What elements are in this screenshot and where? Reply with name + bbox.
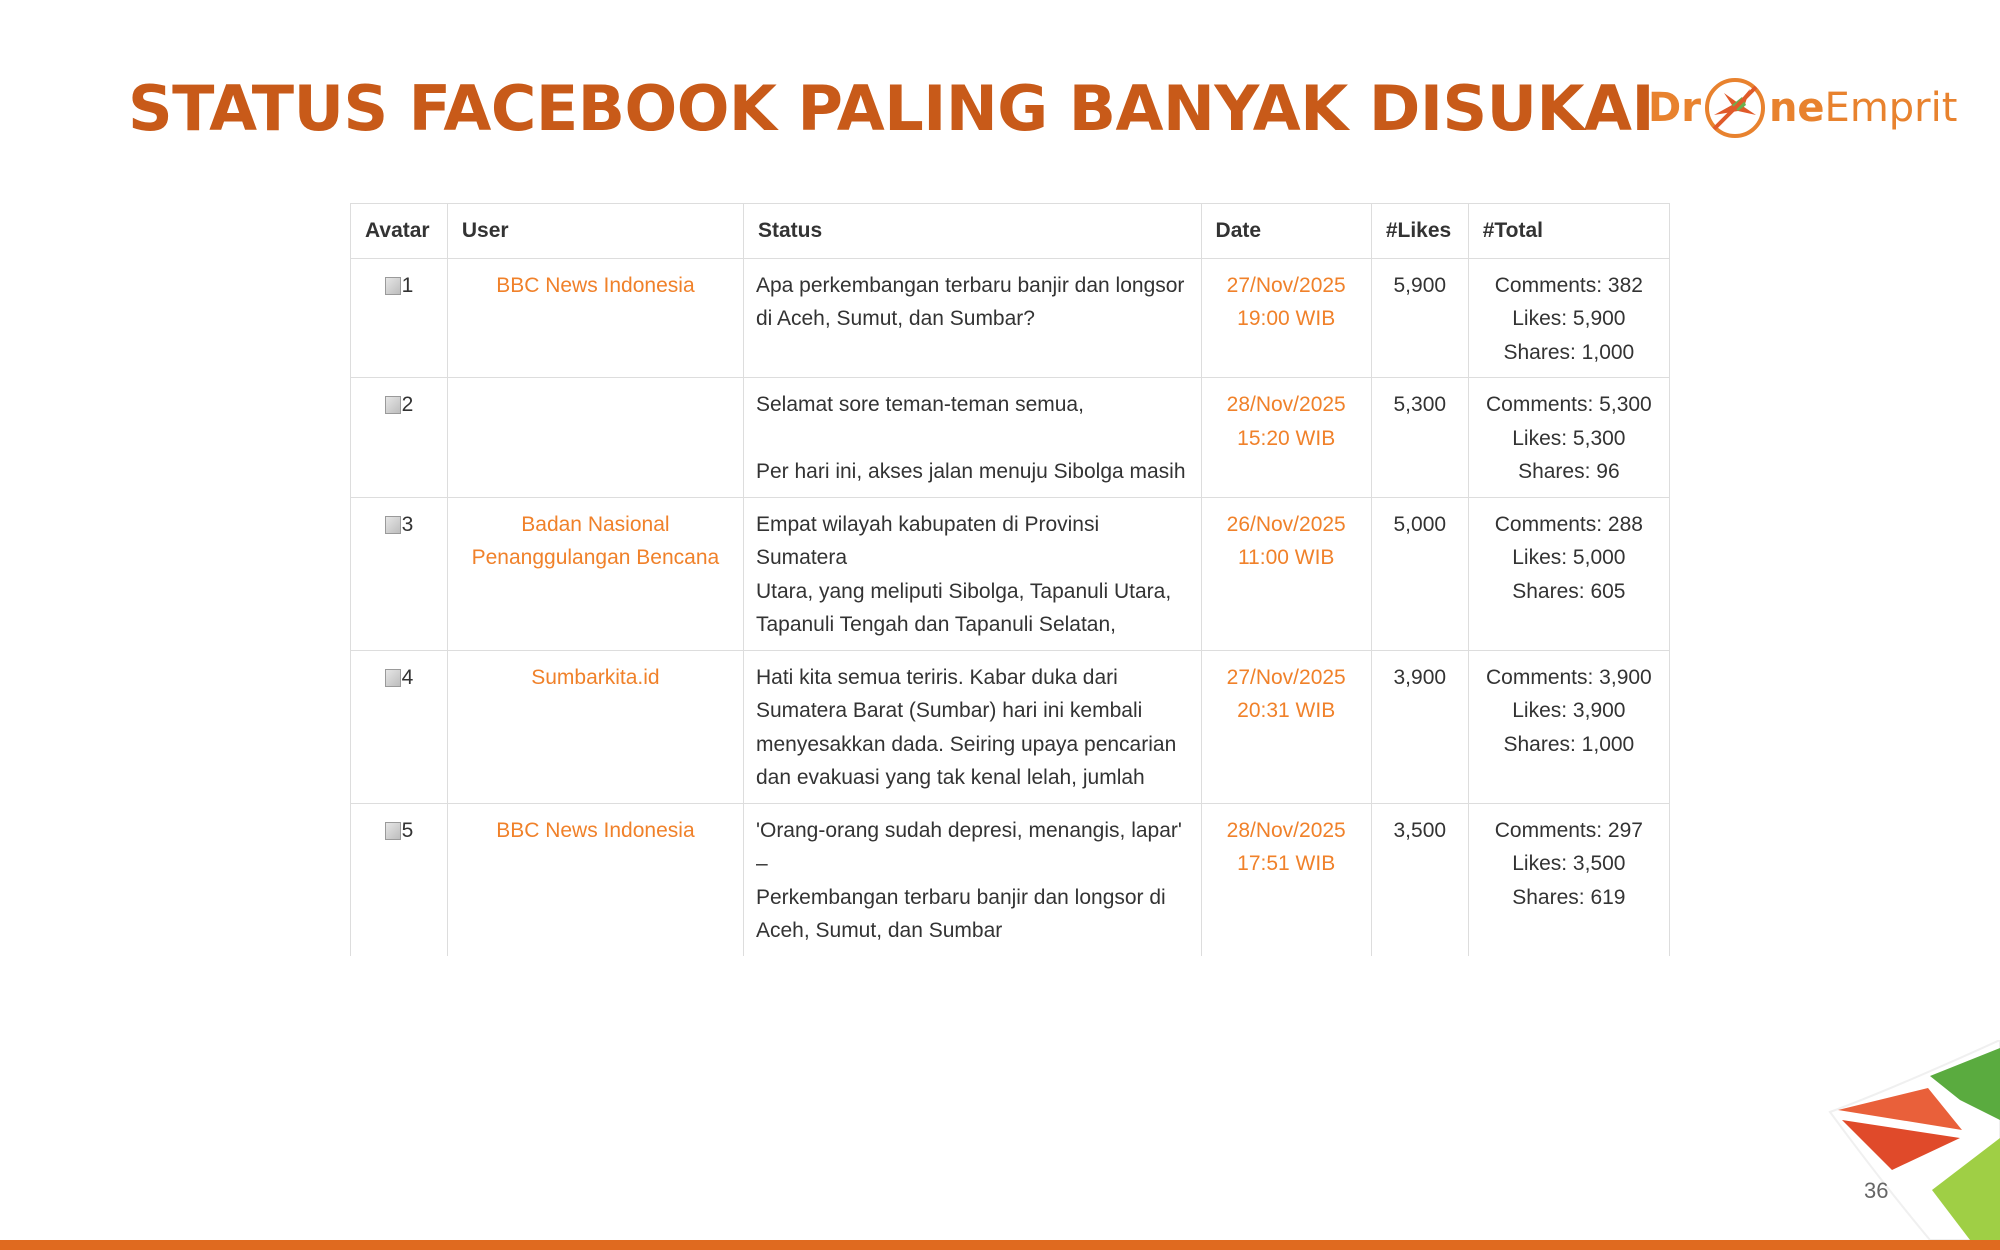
- date-link[interactable]: 27/Nov/2025 19:00 WIB: [1201, 258, 1371, 378]
- logo-text-part1: Dr: [1648, 85, 1701, 131]
- corner-decoration-graphic: [1820, 1040, 2000, 1240]
- bird-logo-icon: [1702, 75, 1768, 141]
- broken-image-icon: [385, 669, 401, 687]
- avatar: 2: [385, 388, 414, 422]
- header-likes: #Likes: [1371, 204, 1468, 259]
- table-row: [351, 803, 1670, 956]
- logo-text-part2: ne: [1768, 85, 1825, 131]
- broken-image-icon: [385, 822, 401, 840]
- avatar: 1: [385, 269, 414, 303]
- avatar: 3: [385, 508, 414, 542]
- likes-value: 5,900: [1371, 258, 1468, 378]
- header-status: Status: [743, 204, 1201, 259]
- page-number: 36: [1864, 1178, 1889, 1203]
- drone-emprit-logo: [1648, 68, 1957, 148]
- likes-value: 5,300: [1371, 378, 1468, 498]
- table-row: [351, 497, 1670, 650]
- total-value: Comments: 288 Likes: 5,000 Shares: 605: [1468, 497, 1669, 650]
- avatar-cell: [351, 378, 448, 498]
- total-value: Comments: 3,900 Likes: 3,900 Shares: 1,000: [1468, 650, 1669, 803]
- table-row: [351, 378, 1670, 498]
- header-date: Date: [1201, 204, 1371, 259]
- status-text: Hati kita semua teriris. Kabar duka dari Sumatera Barat (Sumbar) hari ini kembali menyesakkan dada. Seiring upaya pencarian dan evakuasi yang tak kenal lelah, jumlah: [743, 650, 1201, 803]
- date-link[interactable]: 28/Nov/2025 15:20 WIB: [1201, 378, 1371, 498]
- broken-image-icon: [385, 277, 401, 295]
- likes-value: 5,000: [1371, 497, 1468, 650]
- user-link[interactable]: Badan Nasional Penanggulangan Bencana: [447, 497, 743, 650]
- date-link[interactable]: 28/Nov/2025 17:51 WIB: [1201, 803, 1371, 956]
- logo-text-part3: Emprit: [1824, 85, 1958, 131]
- status-text: Selamat sore teman-teman semua, Per hari ini, akses jalan menuju Sibolga masih: [743, 378, 1201, 498]
- avatar: 5: [385, 814, 414, 848]
- likes-value: 3,900: [1371, 650, 1468, 803]
- page-title: STATUS FACEBOOK PALING BANYAK DISUKAI: [128, 72, 1655, 145]
- header-total: #Total: [1468, 204, 1669, 259]
- bottom-accent-bar: [0, 1240, 2000, 1250]
- status-text: Apa perkembangan terbaru banjir dan longsor di Aceh, Sumut, dan Sumbar?: [743, 258, 1201, 378]
- date-link[interactable]: 27/Nov/2025 20:31 WIB: [1201, 650, 1371, 803]
- user-link[interactable]: BBC News Indonesia: [447, 803, 743, 956]
- broken-image-icon: [385, 396, 401, 414]
- avatar-cell: [351, 650, 448, 803]
- table-header-row: [351, 204, 1670, 259]
- avatar-cell: [351, 497, 448, 650]
- broken-image-icon: [385, 516, 401, 534]
- user-link[interactable]: Sumbarkita.id: [447, 650, 743, 803]
- avatar-cell: [351, 258, 448, 378]
- facebook-status-table: [350, 203, 1670, 956]
- total-value: Comments: 382 Likes: 5,900 Shares: 1,000: [1468, 258, 1669, 378]
- date-link[interactable]: 26/Nov/2025 11:00 WIB: [1201, 497, 1371, 650]
- table-row: [351, 650, 1670, 803]
- status-text: 'Orang-orang sudah depresi, menangis, lapar' – Perkembangan terbaru banjir dan longsor di Aceh, Sumut, dan Sumbar: [743, 803, 1201, 956]
- total-value: Comments: 5,300 Likes: 5,300 Shares: 96: [1468, 378, 1669, 498]
- table-row: [351, 258, 1670, 378]
- status-text: Empat wilayah kabupaten di Provinsi Sumatera Utara, yang meliputi Sibolga, Tapanuli Utara, Tapanuli Tengah dan Tapanuli Selatan,: [743, 497, 1201, 650]
- avatar-cell: [351, 803, 448, 956]
- user-link[interactable]: BBC News Indonesia: [447, 258, 743, 378]
- avatar: 4: [385, 661, 414, 695]
- header-user: User: [447, 204, 743, 259]
- user-link[interactable]: [447, 378, 743, 498]
- header-avatar: Avatar: [351, 204, 448, 259]
- likes-value: 3,500: [1371, 803, 1468, 956]
- total-value: Comments: 297 Likes: 3,500 Shares: 619: [1468, 803, 1669, 956]
